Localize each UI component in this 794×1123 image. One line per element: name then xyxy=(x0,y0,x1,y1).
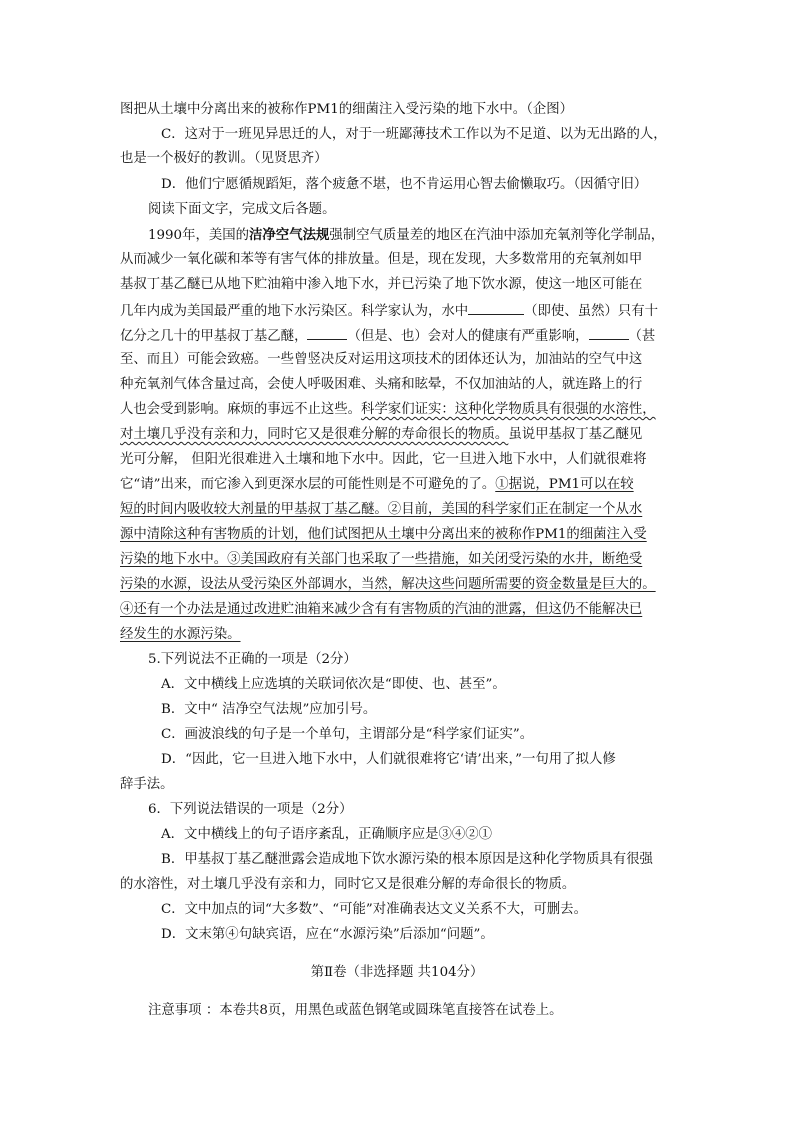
passage-line-7: 种充氧剂气体含量过高，会使人呼吸困难、头痛和眩晕，不仅加油站的人，就连路上的行 xyxy=(120,377,643,392)
wavy-sentence: 对土壤几乎没有亲和力，同时它又是很难分解的寿命很长的物质。 xyxy=(120,427,509,442)
passage-line-13: 源中清除这种有害物质的计划，他们试图把从土壤中分离出来的被称作PM1的细菌注入受 xyxy=(120,527,647,542)
question-5-option-a: A．文中横线上应选填的关联词依次是“即使、也、甚至”。 xyxy=(161,677,506,692)
passage-line-11 xyxy=(120,475,680,497)
question-6-option-b-line-2: 的水溶性，对土壤几乎没有亲和力，同时它又是很难分解的寿命很长的物质。 xyxy=(120,877,576,892)
passage-text: 虽说甲基叔丁基乙醚见 xyxy=(508,427,643,442)
notice: 注意事项 ：本卷共8页，用黑色或蓝色钢笔或圆珠笔直接答在试卷上。 xyxy=(148,1003,563,1018)
question-6-option-c: C．文中加点的词“大多数”、“可能”对准确表达文义关系不大，可删去。 xyxy=(161,902,587,917)
passage-text: 亿分之几十的甲基叔丁基乙醚， xyxy=(120,329,308,344)
passage-text: （甚 xyxy=(628,329,656,344)
question-5-option-d-line-1: D．“因此，它一旦进入地下水中，人们就很难将它‘请’出来，”一句用了拟人修 xyxy=(161,752,616,767)
prev-option-c-line-1: C．这对于一班见异思迁的人，对于一班鄙薄技术工作以为不足道、以为无出路的人， xyxy=(161,127,667,142)
question-6-stem: 6．下列说法错误的一项是（2分） xyxy=(148,802,353,817)
reading-instruction: 阅读下面文字，完成文后各题。 xyxy=(148,202,336,217)
question-6-option-d: D．文末第④句缺宾语，应在“水源污染”后添加“问题”。 xyxy=(161,927,494,942)
blank-3 xyxy=(589,325,629,340)
prev-question-line-1: 图把从土壤中分离出来的被称作PM1的细菌注入受污染的地下水中。（企图） xyxy=(120,102,574,117)
question-6-option-b-line-1: B．甲基叔丁基乙醚泄露会造成地下饮水源污染的根本原因是这种化学物质具有很强 xyxy=(161,852,653,867)
passage-line-15: 污染的水源，设法从受污染区外部调水，当然，解决这些问题所需要的资金数量是巨大的。 xyxy=(120,577,656,592)
prev-option-c-line-2: 也是一个极好的教训。（见贤思齐） xyxy=(120,151,328,166)
passage-text: 人也会受到影响。麻烦的事远不止这些。 xyxy=(120,402,362,417)
question-5-option-c: C．画波浪线的句子是一个单句，主谓部分是“科学家们证实”。 xyxy=(161,727,534,742)
passage-line-12: 短的时间内吸收较大剂量的甲基叔丁基乙醚。②目前，美国的科学家们正在制定一个从水 xyxy=(120,502,643,517)
passage-text: 强制空气质量差的地区在汽油中添加充氧剂等化学制品， xyxy=(329,228,665,243)
passage-line-14: 污染的地下水中。③美国政府有关部门也采取了一些措施，如关闭受污染的水井，断绝受 xyxy=(120,552,643,567)
passage-line-5 xyxy=(120,325,680,347)
blank-2 xyxy=(307,325,347,340)
passage-line-2: 从而减少一氧化碳和苯等有害气体的排放量。但是，现在发现，大多数常用的充氧剂如甲 xyxy=(120,252,643,267)
passage-line-8 xyxy=(120,400,680,422)
underlined-sentence: ①据说，PM1可以在较 xyxy=(495,477,634,492)
passage-text: 1990年，美国的 xyxy=(148,228,250,243)
passage-text: （即使、虽然）只有十 xyxy=(524,304,659,319)
passage-line-6: 至、而且）可能会致癌。一些曾竖决反对运用这项技术的团体还认为，加油站的空气中这 xyxy=(120,352,643,367)
passage-text: 几年内成为美国最严重的地下水污染区。科学家认为，水中 xyxy=(120,304,469,319)
question-6-option-a: A．文中横线上的句子语序紊乱，正确顺序应是③④②① xyxy=(161,827,493,842)
passage-line-10: 光可分解， 但阳光很难进入土壤和地下水中。因此，它一旦进入地下水中，人们就很难将 xyxy=(120,452,647,467)
question-5-option-b: B．文中“ 洁净空气法规”应加引号。 xyxy=(161,702,377,717)
question-5-option-d-line-2: 辞手法。 xyxy=(120,777,174,792)
blank-1 xyxy=(468,300,524,315)
wavy-sentence: 科学家们证实：这种化学物质具有很强的水溶性， xyxy=(361,402,656,417)
dotted-term: 洁净空气法规 xyxy=(249,227,330,243)
passage-line-4 xyxy=(120,300,680,322)
passage-line-1 xyxy=(148,225,680,247)
passage-line-16: ④还有一个办法是通过改进贮油箱来减少含有有害物质的汽油的泄露，但这仍不能解决已 xyxy=(120,602,643,617)
passage-line-9 xyxy=(120,425,680,447)
passage-line-3: 基叔丁基乙醚已从地下贮油箱中渗入地下水，并已污染了地下饮水源，使这一地区可能在 xyxy=(120,277,643,292)
question-5-stem: 5.下列说法不正确的一项是（2分） xyxy=(148,652,357,667)
prev-option-d: D．他们宁愿循规蹈矩，落个疲惫不堪，也不肯运用心智去偷懒取巧。（因循守旧） xyxy=(161,177,648,192)
passage-text: 它“请”出来，而它渗入到更深水层的可能性则是不可避免的了。 xyxy=(120,477,496,492)
underlined-sentence: 经发生的水源污染。 xyxy=(120,627,241,642)
passage-line-17 xyxy=(120,625,680,647)
passage-text: （但是、也）会对人的健康有严重影响， xyxy=(347,329,589,344)
section-title: 第Ⅱ卷（非选择题 共104分） xyxy=(310,965,484,980)
